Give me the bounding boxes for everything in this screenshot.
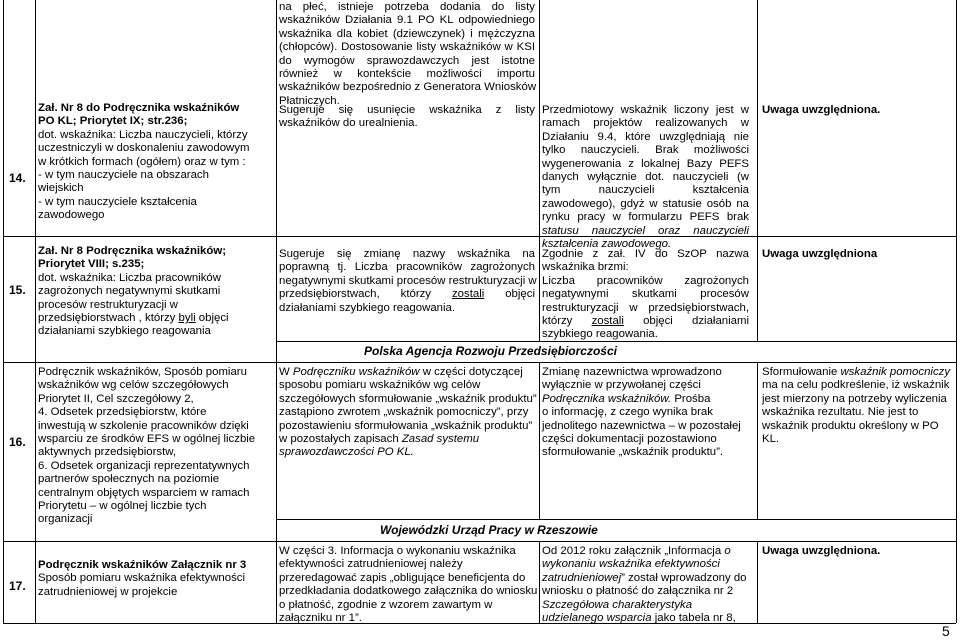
- response-line: Przedmiotowy wskaźnik liczony jest w: [542, 104, 749, 116]
- response-line: którzy zostali objęci działaniami: [542, 315, 749, 328]
- grid-line: [3, 541, 956, 542]
- response-line: statusu nauczyciel oraz nauczycieli: [542, 224, 749, 237]
- grid-line: [276, 0, 277, 623]
- source-cell: [38, 245, 229, 339]
- source-line: partnerów społecznych na poziomie: [38, 473, 220, 486]
- remark-line: wskaźników Działania 9.1 PO KL odpowiedniego: [279, 14, 535, 27]
- source-line: Priorytetu – w ogólnej liczbie tych: [38, 500, 207, 513]
- remark-line: szczegółowych sformułowanie „wskaźnik produktu”: [279, 392, 537, 405]
- source-line: 6. Odsetek organizacji reprezentatywnych: [38, 459, 250, 472]
- remark-line: pozostawieniu sformułowania „wskaźnik produktu”: [279, 419, 533, 432]
- remark-line: zastąpiono zwrotem „wskaźnik pomocniczy”, przy: [279, 406, 529, 419]
- response-line: o informację, z czego wynika brak: [542, 406, 713, 419]
- response-line: Liczba pracowników zagrożonych: [542, 274, 749, 287]
- status-line: jest mierzony na potrzeby wyliczenia: [762, 392, 947, 405]
- status-cell: Uwaga uwzględniona: [762, 248, 878, 260]
- remark-line: przedsiębiorstwach, którzy zostali objęci: [279, 288, 535, 301]
- remark-cell: [279, 366, 535, 460]
- row-number: 16.: [9, 435, 26, 449]
- response-line: szybkiego reagowania.: [542, 328, 658, 341]
- status-line: ma na celu podkreślenie, iż wskaźnik: [762, 379, 950, 392]
- response-line: wniosku o płatność do załącznika nr 2: [542, 585, 734, 598]
- organization-header: Wojewódzki Urząd Pracy w Rzeszowie: [380, 523, 598, 537]
- grid-line: [3, 236, 956, 237]
- source-line: zatrudnieniowej w projekcie: [38, 585, 178, 598]
- status-cell: [762, 366, 950, 446]
- source-line: wsparciu ze środków EFS w ogólnej liczbie: [38, 433, 256, 446]
- status-line: Sformułowanie wskaźnik pomocniczy: [762, 366, 951, 378]
- grid-line: [757, 0, 758, 341]
- status-cell: Uwaga uwzględniona.: [762, 545, 881, 557]
- source-line: zawodowego: [38, 209, 105, 222]
- source-cell: [38, 559, 246, 599]
- response-line: wskaźnika brzmi:: [542, 261, 629, 274]
- grid-line: [35, 0, 36, 623]
- status-line: KL.: [762, 433, 780, 446]
- source-line: - w tym nauczyciele kształcenia: [38, 195, 197, 208]
- response-line: zatrudnieniowej” został wprowadzony do: [542, 571, 747, 584]
- response-line: wyłącznie w przywołanej części: [542, 379, 701, 392]
- source-line: wskaźników wg celów szczegółowych: [38, 379, 229, 392]
- remark-line: przeredagować zapis „obligujące beneficjenta do: [279, 571, 526, 584]
- source-line: Priorytet VIII; s.235;: [38, 258, 145, 271]
- remark-line: sposobu pomiaru wskaźników wg celów: [279, 379, 481, 392]
- source-line: przedsiębiorstwach , którzy byli objęci: [38, 312, 229, 325]
- response-cell: [542, 248, 749, 342]
- remark-line: W części 3. Informacja o wykonaniu wskaźnika: [279, 545, 516, 557]
- grid-line: [757, 541, 758, 623]
- source-line: Zał. Nr 8 Podręcznika wskaźników;: [38, 245, 227, 257]
- source-line: uczestniczyli w doskonaleniu zawodowym: [38, 142, 250, 155]
- response-cell: [542, 366, 749, 460]
- response-line: wykonaniu wskaźnika efektywności: [542, 558, 720, 571]
- response-line: Od 2012 roku załącznik „Informacja o: [542, 545, 731, 557]
- response-line: danych wyłącznie dot. nauczycieli (w: [542, 171, 749, 184]
- remark-line: wskaźników do urealnienia.: [279, 117, 418, 130]
- response-line: Zgodnie z zał. IV do SzOP nazwa: [542, 248, 749, 260]
- remark-line: Płatniczych.: [279, 94, 340, 107]
- status-line: wskaźnika rezultatu. Nie jest to: [762, 406, 919, 419]
- grid-line: [956, 0, 957, 623]
- remark-line: sprawozdawczości PO KL.: [279, 446, 414, 459]
- response-cell: [542, 104, 749, 251]
- remark-line: na płeć, istnieje potrzeba dodania do listy: [279, 1, 535, 13]
- source-line: Podręcznik wskaźników, Sposób pomiaru: [38, 366, 247, 378]
- source-line: Priorytet II, Cel szczegółowy 2,: [38, 392, 194, 405]
- status-cell: Uwaga uwzględniona.: [762, 104, 881, 116]
- remark-line: Sugeruje się zmianę nazwy wskaźnika na: [279, 248, 535, 260]
- response-line: jednolitego nazewnictwa – w pozostałej: [542, 419, 741, 432]
- source-line: inwestują w szkolenie pracowników dzięki: [38, 419, 249, 432]
- response-line: wygenerowania z lokalnej Bazy PEFS: [542, 157, 749, 170]
- grid-line: [539, 362, 540, 519]
- organization-header: Polska Agencja Rozwoju Przedsiębiorczości: [364, 344, 617, 358]
- source-cell: [38, 102, 249, 223]
- source-line: 4. Odsetek przedsiębiorstw, które: [38, 406, 207, 419]
- source-line: procesów restrukturyzacji w: [38, 298, 178, 311]
- source-cell: [38, 366, 255, 527]
- source-line: aktywnych przedsiębiorstw,: [38, 446, 177, 459]
- remark-line: poprawną tj. Liczba pracowników zagrożonych: [279, 261, 535, 274]
- source-line: Sposób pomiaru wskaźnika efektywności: [38, 572, 246, 585]
- grid-line: [539, 541, 540, 623]
- response-line: kształcenia zawodowego.: [542, 238, 672, 251]
- grid-line: [276, 519, 956, 520]
- response-line: Działaniu 9.4, które uwzględniają nie: [542, 130, 749, 143]
- grid-line: [3, 362, 956, 363]
- remark-line: o płatność, zgodnie z wzorem zawartym w: [279, 598, 493, 611]
- remark-line: (chłopców). Dostosowanie listy wskaźników w KSI: [279, 41, 535, 54]
- source-line: Podręcznik wskaźników Załącznik nr 3: [38, 559, 247, 571]
- row-number: 15.: [9, 283, 26, 297]
- remark-cell: [279, 545, 538, 625]
- remark-line: wskaźników bezpośrednio z Generatora Wniosków: [279, 81, 537, 94]
- response-line: restrukturyzacji w przedsiębiorstwach,: [542, 301, 749, 314]
- remark-line: załączniku nr 1”.: [279, 612, 362, 625]
- response-line: rynku pracy w formularzu PEFS brak: [542, 211, 749, 224]
- remark-line: W Podręczniku wskaźników w części dotyczącej: [279, 366, 523, 378]
- response-line: ramach projektów realizowanych w: [542, 117, 749, 130]
- response-line: Zmianę nazewnictwa wprowadzono: [542, 366, 722, 378]
- source-line: organizacji: [38, 513, 93, 526]
- response-line: Szczegółowa charakterystyka: [542, 598, 693, 611]
- grid-line: [539, 0, 540, 341]
- response-line: Podręcznika wskaźników. Prośba: [542, 392, 711, 405]
- response-line: tym nauczycieli kształcenia: [542, 184, 749, 197]
- row-number: 17.: [9, 579, 26, 593]
- remark-line: w pozostałych zapisach Zasad systemu: [279, 433, 480, 446]
- response-line: negatywnymi skutkami procesów: [542, 288, 749, 301]
- status-line: wskaźnik produktu określony w PO: [762, 419, 939, 432]
- response-line: sformułowanie „wskaźnik produktu”.: [542, 446, 724, 459]
- source-line: PO KL; Priorytet IX; str.236;: [38, 115, 188, 128]
- source-line: zagrożonych negatywnymi skutkami: [38, 285, 221, 298]
- response-line: tylko nauczycieli. Brak możliwości: [542, 144, 749, 157]
- source-line: centralnym objętych wsparciem w ramach: [38, 486, 250, 499]
- remark-cell-continued: [279, 1, 535, 108]
- source-line: wiejskich: [38, 182, 84, 195]
- remark-cell: [279, 248, 535, 315]
- source-line: Zał. Nr 8 do Podręcznika wskaźników: [38, 102, 240, 114]
- source-line: - w tym nauczyciele na obszarach: [38, 169, 209, 182]
- source-line: dot. wskaźnika: Liczba pracowników: [38, 271, 221, 284]
- grid-line: [757, 362, 758, 519]
- source-line: w krótkich formach (ogółem) oraz w tym :: [38, 155, 246, 168]
- source-line: dot. wskaźnika: Liczba nauczycieli, którzy: [38, 128, 248, 141]
- remark-line: przedkładania dodatkowego załącznika do wniosku: [279, 585, 538, 598]
- response-line: zawodowego), gdyż w statusie osób na: [542, 197, 749, 210]
- page-number: 5: [942, 623, 950, 639]
- remark-line: do wymogów sprawozdawczych jest istotne: [279, 54, 535, 67]
- remark-line: efektywności zatrudnieniowej należy: [279, 558, 463, 571]
- remark-line: wskaźnika dla kobiet (dziewczynek) i mężczyzna: [279, 27, 535, 40]
- grid-line: [3, 0, 4, 623]
- remark-line: działaniami szybkiego reagowania.: [279, 301, 456, 314]
- remark-line: negatywnymi skutkami procesów restrukturyzacji w: [279, 274, 537, 287]
- source-line: działaniami szybkiego reagowania: [38, 325, 211, 338]
- remark-line: również w kontekście możliwości importu: [279, 68, 535, 81]
- remark-cell: [279, 104, 535, 131]
- response-line: części dokumentacji pozostawiono: [542, 433, 717, 446]
- remark-line: Sugeruje się usunięcie wskaźnika z listy: [279, 104, 535, 116]
- response-line: udzielanego wsparcia jako tabela nr 8,: [542, 612, 736, 625]
- row-number: 14.: [9, 171, 26, 185]
- response-cell: [542, 545, 749, 625]
